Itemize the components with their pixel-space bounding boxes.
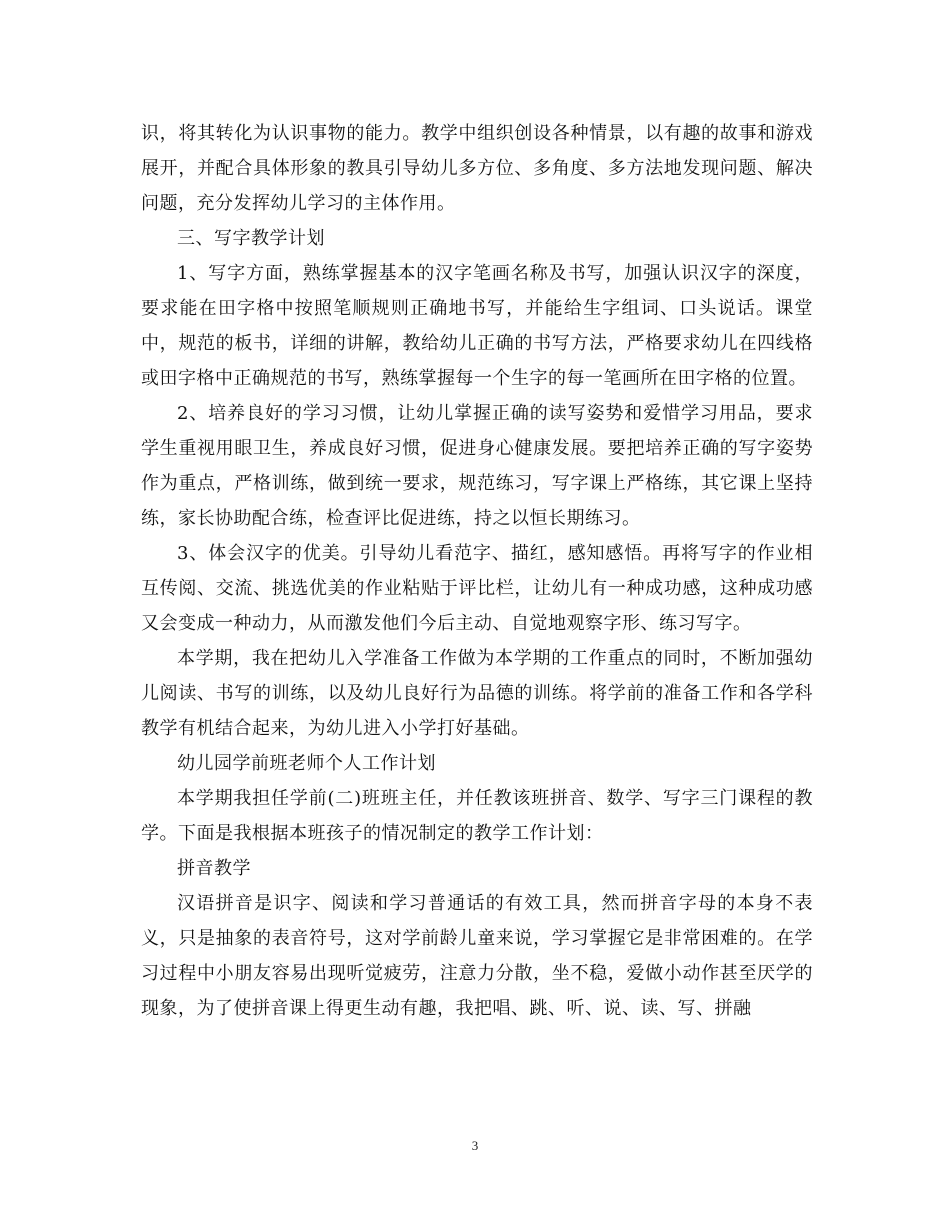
paragraph-teacher-intro: 本学期我担任学前(二)班班主任，并任教该班拼音、数学、写字三门课程的教学。下面是我根据本班孩子的情况制定的教学工作计划： [141, 788, 813, 844]
document-body [141, 116, 813, 1026]
paragraph-writing-item-2: 2、培养良好的学习习惯，让幼儿掌握正确的读写姿势和爱惜学习用品，要求学生重视用眼卫生，养成良好习惯，促进身心健康发展。要把培养正确的写字姿势作为重点，严格训练，做到统一要求，规范练习，写字课上严格练，其它课上坚持练，家长协助配合练，检查评比促进练，持之以恒长期练习。 [141, 403, 813, 529]
section-heading-writing-plan: 三、写字教学计划 [177, 228, 325, 249]
paragraph-pinyin-intro: 汉语拼音是识字、阅读和学习普通话的有效工具，然而拼音字母的本身不表义，只是抽象的表音符号，这对学前龄儿童来说，学习掌握它是非常困难的。在学习过程中小朋友容易出现听觉疲劳，注意力分散，坐不稳，爱做小动作甚至厌学的现象，为了使拼音课上得更生动有趣，我把唱、跳、听、说、读、写、拼融 [141, 893, 813, 1019]
section-heading-teacher-plan: 幼儿园学前班老师个人工作计划 [177, 753, 436, 774]
paragraph-semester-summary: 本学期，我在把幼儿入学准备工作做为本学期的工作重点的同时，不断加强幼儿阅读、书写的训练，以及幼儿良好行为品德的训练。将学前的准备工作和各学科教学有机结合起来，为幼儿进入小学打好基础。 [141, 648, 813, 739]
section-heading-pinyin: 拼音教学 [177, 858, 251, 879]
paragraph-writing-item-3: 3、体会汉字的优美。引导幼儿看范字、描红，感知感悟。再将写字的作业相互传阅、交流、挑选优美的作业粘贴于评比栏，让幼儿有一种成功感，这种成功感又会变成一种动力，从而激发他们今后主动、自觉地观察字形、练习写字。 [141, 543, 813, 634]
paragraph-continuation: 识，将其转化为认识事物的能力。教学中组织创设各种情景，以有趣的故事和游戏展开，并配合具体形象的教具引导幼儿多方位、多角度、多方法地发现问题、解决问题，充分发挥幼儿学习的主体作用。 [141, 123, 813, 214]
page-number: 3 [471, 1138, 479, 1153]
paragraph-writing-item-1: 1、写字方面，熟练掌握基本的汉字笔画名称及书写，加强认识汉字的深度，要求能在田字格中按照笔顺规则正确地书写，并能给生字组词、口头说话。课堂中，规范的板书，详细的讲解，教给幼儿正确的书写方法，严格要求幼儿在四线格或田字格中正确规范的书写，熟练掌握每一个生字的每一笔画所在田字格的位置。 [141, 263, 813, 389]
